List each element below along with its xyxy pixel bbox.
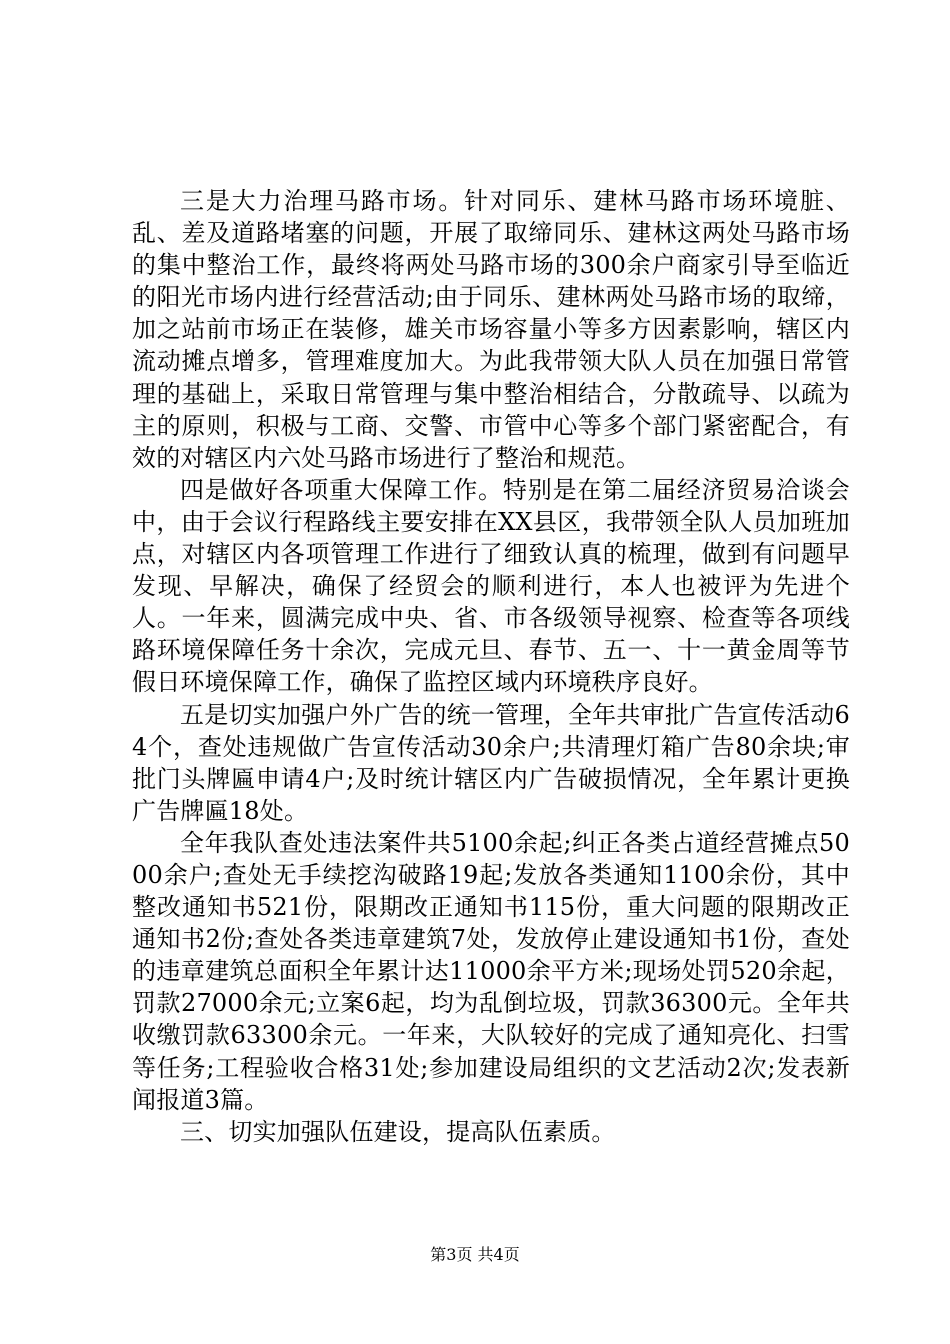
paragraph-annual-statistics: 全年我队查处违法案件共5100余起;纠正各类占道经营摊点5000余户;查处无手续挖沟破路19起;发放各类通知1100余份，其中整改通知书521份，限期改正通知书115份，重大问题的限期改正通知书2份;查处各类违章建筑7处，发放停止建设通知书1份，查处的违章建筑总面积全年累计达11000余平方米;现场处罚520余起，罚款27000余元;立案6起，均为乱倒垃圾，罚款36300元。全年共收缴罚款63300余元。一年来，大队较好的完成了通知亮化、扫雪等任务;工程验收合格31处;参加建设局组织的文艺活动2次;发表新闻报道3篇。 (132, 828, 850, 1114)
document-body (132, 185, 850, 1148)
paragraph-major-events: 四是做好各项重大保障工作。特别是在第二届经济贸易洽谈会中，由于会议行程路线主要安排在XX县区，我带领全队人员加班加点，对辖区内各项管理工作进行了细致认真的梳理，做到有问题早发现、早解决，确保了经贸会的顺利进行，本人也被评为先进个人。一年来，圆满完成中央、省、市各级领导视察、检查等各项线路环境保障任务十余次，完成元旦、春节、五一、十一黄金周等节假日环境保障工作，确保了监控区域内环境秩序良好。 (132, 475, 850, 697)
page-footer (0, 1245, 950, 1265)
paragraph-section-heading: 三、切实加强队伍建设，提高队伍素质。 (180, 1117, 616, 1146)
page-number: 第3页 共4页 (430, 1245, 520, 1264)
paragraph-market-governance: 三是大力治理马路市场。针对同乐、建林马路市场环境脏、乱、差及道路堵塞的问题，开展了取缔同乐、建林这两处马路市场的集中整治工作，最终将两处马路市场的300余户商家引导至临近的阳光市场内进行经营活动;由于同乐、建林两处马路市场的取缔，加之站前市场正在装修，雄关市场容量小等多方因素影响，辖区内流动摊点增多，管理难度加大。为此我带领大队人员在加强日常管理的基础上，采取日常管理与集中整治相结合，分散疏导、以疏为主的原则，积极与工商、交警、市管中心等多个部门紧密配合，有效的对辖区内六处马路市场进行了整治和规范。 (132, 187, 850, 472)
paragraph-outdoor-ads: 五是切实加强户外广告的统一管理，全年共审批广告宣传活动64个，查处违规做广告宣传活动30余户;共清理灯箱广告80余块;审批门头牌匾申请4户;及时统计辖区内广告破损情况，全年累计更换广告牌匾18处。 (132, 700, 850, 825)
